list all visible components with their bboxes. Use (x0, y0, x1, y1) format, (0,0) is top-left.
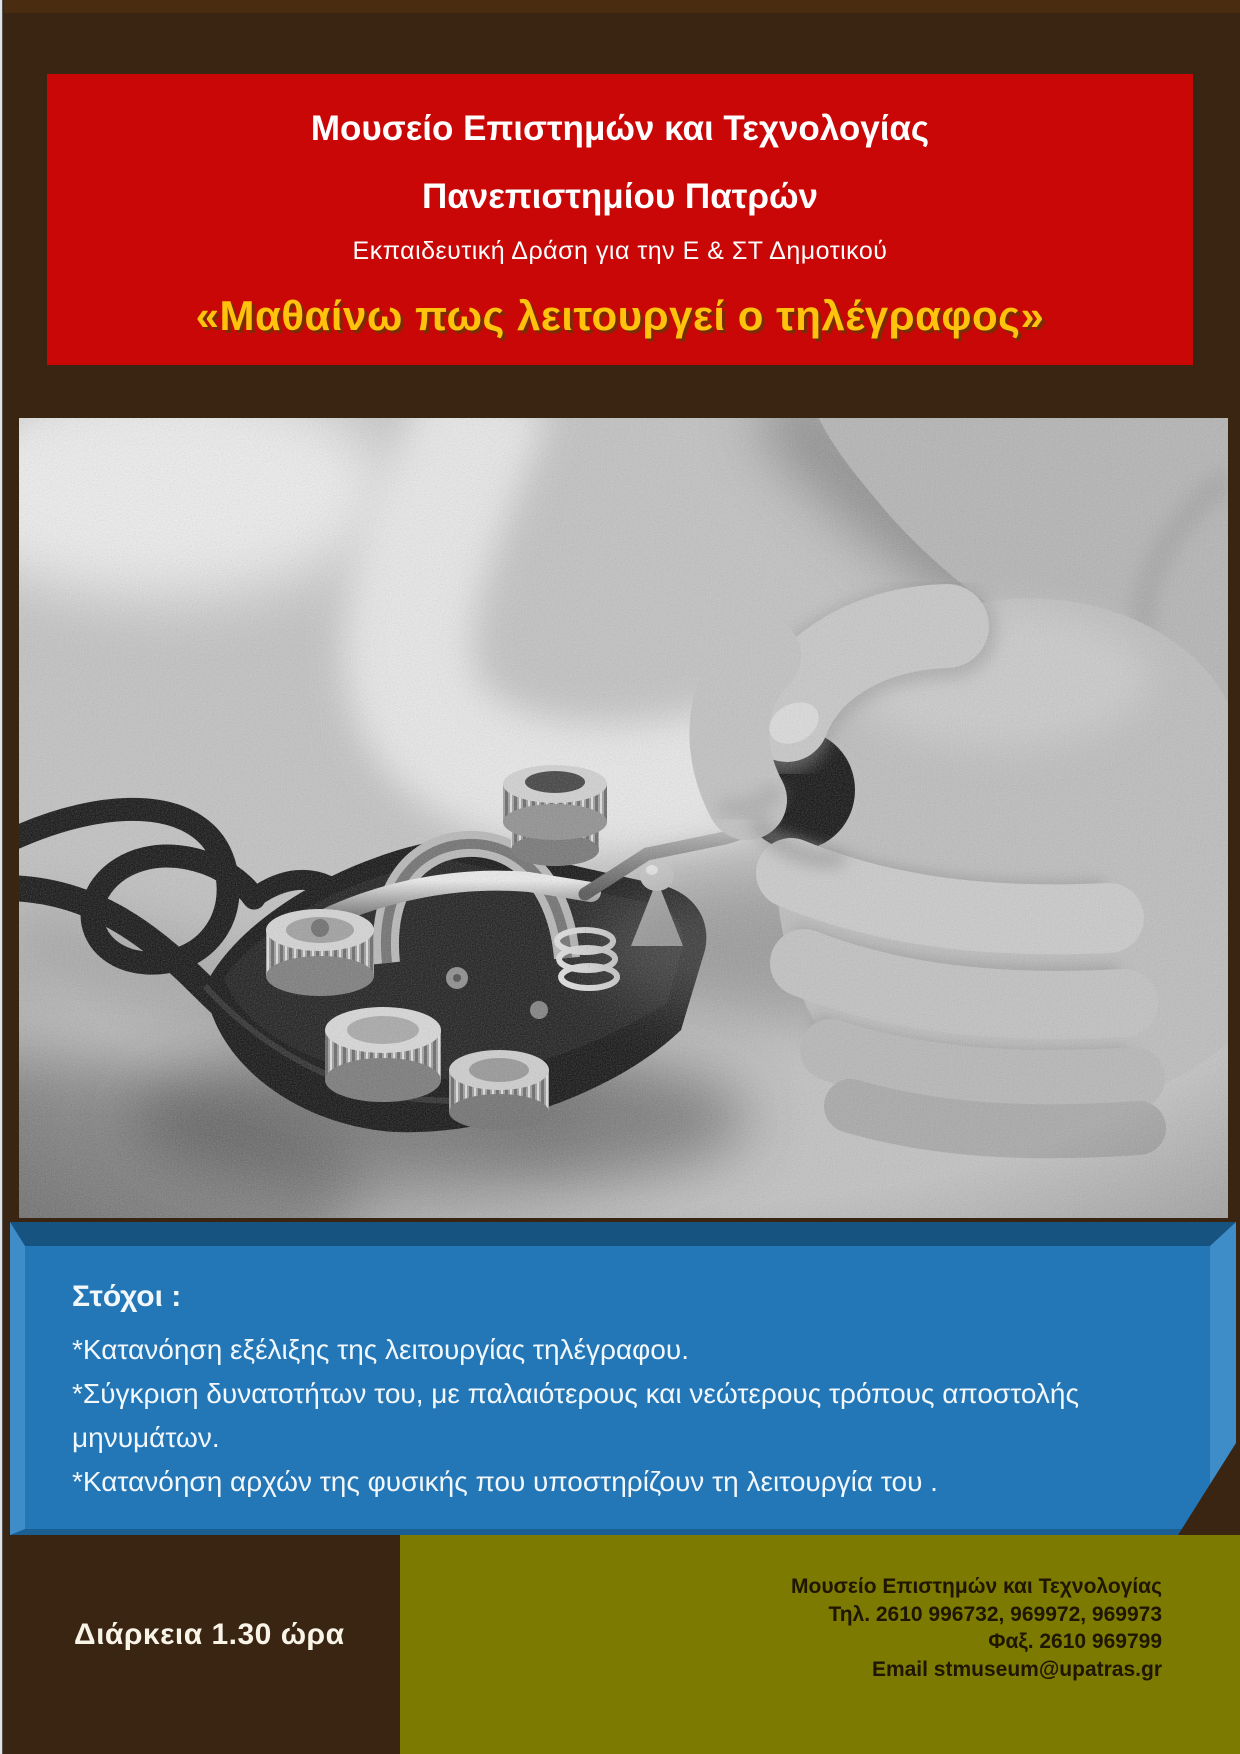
goals-panel (10, 1222, 1236, 1535)
org-name-line1: Μουσείο Επιστημών και Τεχνολογίας (310, 109, 930, 148)
duration-label: Διάρκεια 1.30 ώρα (74, 1618, 345, 1651)
goal-item-3: *Κατανόηση αρχών της φυσικής που υποστηρίζουν τη λειτουργία του . (72, 1466, 938, 1497)
telegraph-photo (19, 418, 1228, 1218)
goal-item-2: *Σύγκριση δυνατοτήτων του, με παλαιότερους και νεώτερους τρόπους αποστολής μηνυμάτων. (72, 1378, 1079, 1453)
page-left-edge (0, 0, 4, 1754)
photo-grain (19, 418, 1228, 1218)
goals-heading: Στόχοι : (72, 1280, 182, 1313)
contact-fax: Φαξ. 2610 969799 (988, 1630, 1162, 1653)
poster-title: «Μαθαίνω πως λειτουργεί ο τηλέγραφος» (195, 292, 1045, 339)
contact-block (791, 1573, 1162, 1683)
telegraph-photo-art (19, 418, 1228, 1218)
goals-content (72, 1280, 1192, 1504)
header-banner (47, 74, 1193, 365)
contact-phone: Τηλ. 2610 996732, 969972, 969973 (828, 1602, 1162, 1626)
goal-item-1: *Κατανόηση εξέλιξης της λειτουργίας τηλέγραφου. (72, 1334, 689, 1365)
contact-email: Email stmuseum@upatras.gr (871, 1657, 1162, 1681)
org-name-line2: Πανεπιστημίου Πατρών (421, 177, 819, 216)
contact-org: Μουσείο Επιστημών και Τεχνολογίας (791, 1575, 1162, 1598)
contact-panel (400, 1535, 1240, 1754)
page-top-edge (0, 0, 1240, 13)
activity-subtitle: Εκπαιδευτική Δράση για την Ε & ΣΤ Δημοτικού (352, 237, 888, 265)
